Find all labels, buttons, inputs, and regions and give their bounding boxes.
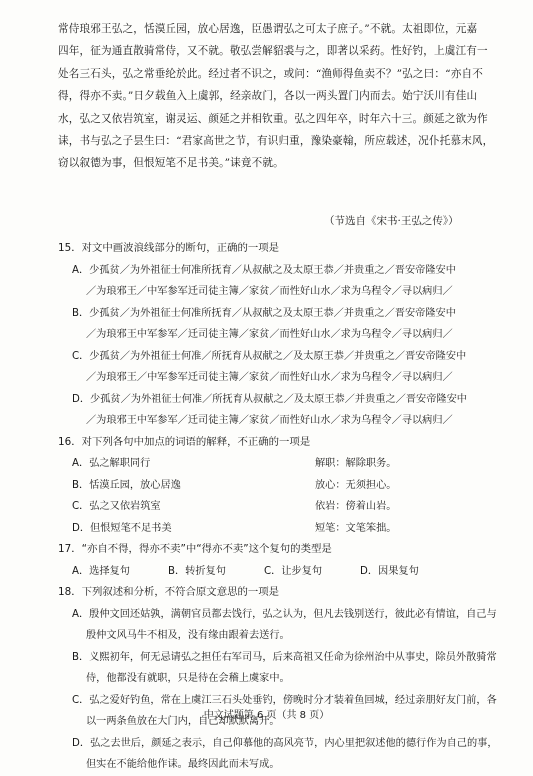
q16-b-gloss: 放心：无须担心。 (315, 479, 397, 491)
q16-option-b (58, 475, 508, 497)
q17-choice-b: B．转折复句 (168, 565, 226, 577)
q16-a-gloss: 解职：解除职务。 (315, 458, 397, 469)
passage (58, 18, 506, 175)
q18-option-b: B．义熙初年，何无忌请弘之担任右军司马，后来高祖又任命为徐州治中从事史，除员外散骑常侍，他都没有就职，只是待在会稽上虞家中。 (72, 651, 497, 684)
q17-choice-d: D．因果复句 (360, 565, 419, 577)
q15-option-b-cont: ／为琅邪王中军参军／迁司徒主簿／家贫／而性好山水／求为乌程令／寻以病归／ (86, 329, 453, 340)
question-17-stem: 17．“亦自不得，得亦不卖”中“得亦不卖”这个复句的类型是 (58, 543, 332, 555)
q16-d-gloss: 短笔：文笔笨拙。 (315, 522, 397, 534)
q16-a-sentence: A．弘之解职同行 (72, 458, 151, 469)
q15-option-a: A．少孤贫／为外祖征士何准所抚育／从叔献之及太原王恭／并贵重之／晋安帝隆安中 (72, 264, 456, 276)
passage-line: 常侍琅邪王弘之，恬漠丘园，放心居逸，臣愚谓弘之可太子庶子。”不就。太祖即位，元嘉 (58, 23, 478, 35)
passage-line: 得，得亦不卖。”日夕载鱼入上虞郭，经亲故门，各以一两头置门内而去。始宁沃川有佳山 (58, 90, 478, 103)
q15-option-a-cont: ／为琅邪王／中军参军迁司徒主簿／家贫／而性好山水／求为乌程令／寻以病归／ (86, 286, 453, 297)
q15-option-c: C．少孤贫／为外祖征士何准／所抚育从叔献之／及太原王恭／并贵重之／晋安帝隆安中 (72, 350, 467, 362)
question-18-stem: 18．下列叙述和分析，不符合原文意思的一项是 (58, 586, 280, 598)
page-footer: 中文试题第 6 页（共 8 页） (203, 710, 330, 721)
q15-option-c-cont: ／为琅邪王／中军参军迁司徒主簿／家贫／而性好山水／求为乌程令／寻以病归／ (86, 372, 453, 383)
questions (58, 238, 508, 776)
passage-line: 处名三石头，弘之常垂纶於此。经过者不识之，或问：“渔师得鱼卖不？”弘之曰：“亦自不 (58, 67, 483, 80)
passage-line: 四年，征为通直散骑常侍，又不就。敬弘尝解貂裘与之，即著以采药。性好钓，上虞江有一 (58, 45, 488, 58)
q17-choice-c: C．让步复句 (264, 565, 323, 577)
q16-c-sentence: C．弘之又依岩筑室 (72, 501, 161, 512)
q16-option-d (58, 518, 508, 540)
passage-line: 窃以叙德为事，但恨短笔不足书美。”诔竟不就。 (58, 157, 284, 170)
q18-option-a: A．殷仲文回还姑孰，满朝官员都去饯行，弘之认为，但凡去钱别送行，彼此必有情谊，自己与殷仲文风马牛不相及，没有缘由跟着去送行。 (72, 608, 497, 641)
q15-option-d: D．少孤贫／为外祖征士何准／所抚育从叔献之／及太原王恭／并贵重之／晋安帝隆安中 (72, 393, 467, 405)
q15-option-d-cont: ／为琅邪王中军参军／迁司徒主簿／家贫／而性好山水／求为乌程令／寻以病归／ (86, 415, 453, 426)
passage-line: 诔，书与弘之子昙生曰：“君家高世之节，有识归重，豫染豪翰，所应载述，况仆托慕末风， (58, 134, 494, 147)
q18-option-d: D．弘之去世后，颜延之表示，自己仰慕他的高风亮节，内心里把叙述他的德行作为自己的事，但实在不能给他作诔。最终因此而未写成。 (72, 737, 498, 770)
q16-d-sentence: D．但恨短笔不足书美 (72, 522, 172, 534)
q17-choices (58, 561, 508, 583)
q16-option-a (58, 453, 508, 475)
question-16-stem: 16．对下列各句中加点的词语的解释，不正确的一项是 (58, 435, 311, 448)
q15-option-b: B．少孤贫／为外祖征士何准所抚育／从叔献之及太原王恭／并贵重之／晋安帝隆安中 (72, 307, 456, 319)
q17-choice-a: A．选择复句 (72, 565, 130, 577)
passage-line: 水，弘之又依岩筑室，谢灵运、颜延之并相钦重。弘之四年卒，时年六十三。颜延之欲为作 (58, 112, 488, 125)
passage-source: （节选自《宋书·王弘之传》） (324, 215, 459, 227)
q16-c-gloss: 依岩：傍着山岩。 (315, 501, 397, 512)
question-15-stem: 15．对文中画波浪线部分的断句，正确的一项是 (58, 242, 280, 254)
q16-b-sentence: B．恬漠丘园，放心居逸 (72, 479, 181, 491)
q18-option-c: C．弘之爱好钓鱼，常在上虞江三石头处垂钓，傍晚时分才装着鱼回城，经过亲朋好友门前，各以一两条鱼放在大门内，自己却默默离开。 (72, 694, 497, 727)
q16-option-c (58, 496, 508, 518)
